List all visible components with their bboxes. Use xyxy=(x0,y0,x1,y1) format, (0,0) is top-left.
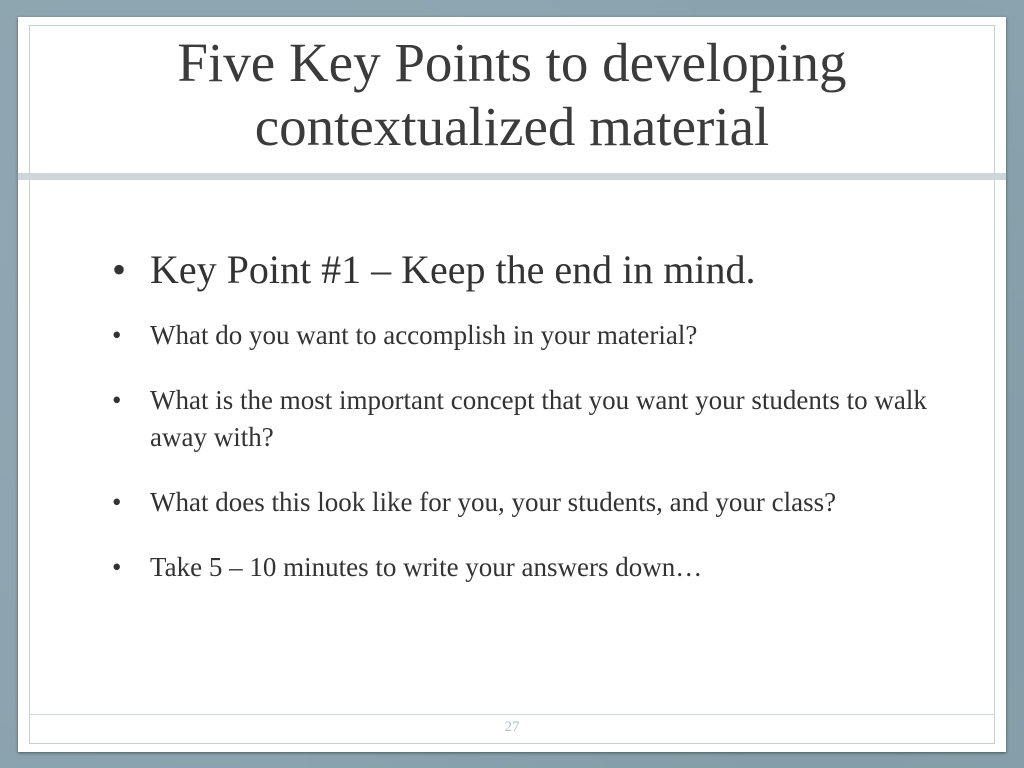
bullet-text: Take 5 – 10 minutes to write your answers down… xyxy=(150,552,703,582)
bullet-item xyxy=(108,317,946,354)
bullet-icon: • xyxy=(112,320,122,350)
bullet-item xyxy=(108,484,946,521)
page-number: 27 xyxy=(504,719,520,735)
slide xyxy=(18,17,1006,752)
bullet-text: What is the most important concept that you want your students to walk away with? xyxy=(150,385,927,452)
slide-body xyxy=(108,245,946,614)
bullet-icon: • xyxy=(112,487,122,517)
bullet-icon: • xyxy=(112,552,122,582)
bullet-item xyxy=(108,382,946,456)
bullet-item xyxy=(108,549,946,586)
title-area xyxy=(18,17,1006,173)
bullet-icon: • xyxy=(112,247,127,292)
title-divider xyxy=(18,173,1006,180)
bullet-text: What do you want to accomplish in your material? xyxy=(150,320,698,350)
bullet-text: Key Point #1 – Keep the end in mind. xyxy=(150,247,756,292)
slide-title: Five Key Points to developing contextualized material xyxy=(177,32,847,157)
footer-divider xyxy=(29,714,995,715)
bullet-item xyxy=(108,245,946,295)
bullet-icon: • xyxy=(112,385,122,415)
bullet-text: What does this look like for you, your students, and your class? xyxy=(150,487,837,517)
